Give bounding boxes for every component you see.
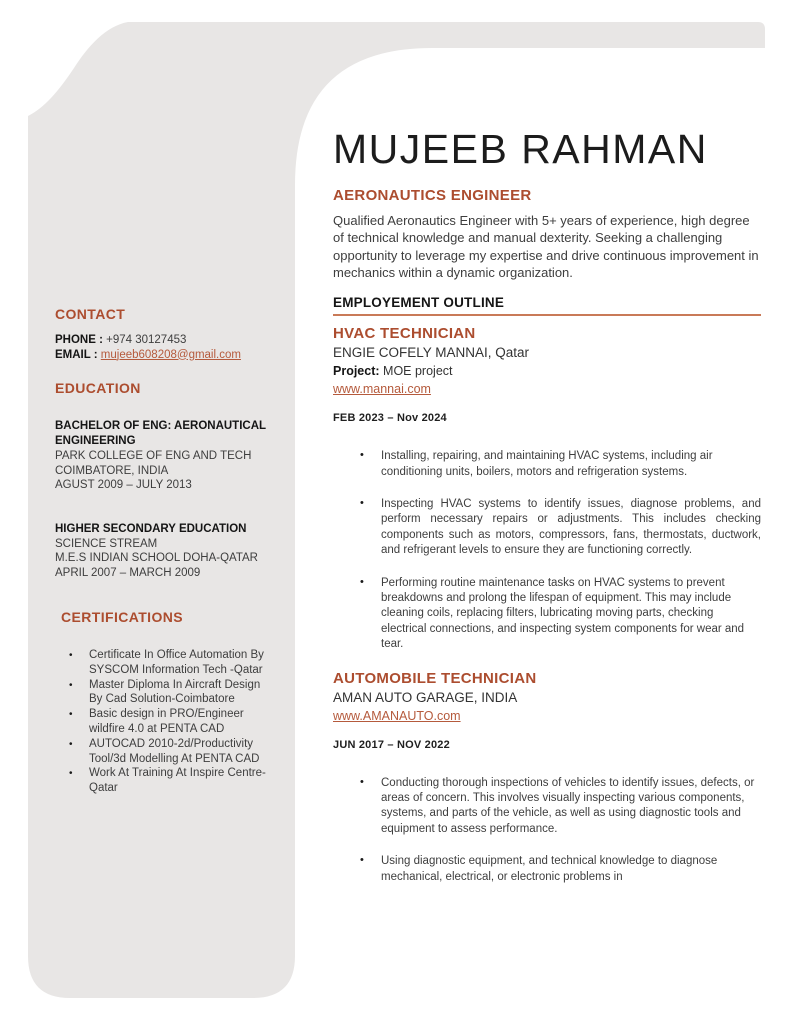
certification-text: Work At Training At Inspire Centre- Qatar — [89, 767, 266, 795]
education-entry-line: COIMBATORE, INDIA — [55, 464, 169, 477]
bullet-dot-icon: • — [69, 650, 73, 661]
job-bullets — [333, 449, 761, 652]
job-block-automobile — [333, 670, 761, 885]
bullet-dot-icon: • — [360, 497, 364, 509]
phone-value: +974 30127453 — [106, 334, 187, 346]
certification-item — [69, 707, 275, 737]
education-entry-line: M.E.S INDIAN SCHOOL DOHA-QATAR — [55, 552, 258, 564]
education-entry-line: SCIENCE STREAM — [55, 537, 158, 550]
education-entry — [55, 522, 275, 581]
job-dates: JUN 2017 – NOV 2022 — [333, 738, 450, 751]
phone-label: PHONE : — [55, 334, 103, 346]
bullet-text: Performing routine maintenance tasks on HVAC systems to prevent breakdowns and prolong the lifespan of equipment. This may include cleaning coils, replacing filters, lubricating moving parts, checking electrical connections, and inspecting system components for wear and tear. — [381, 576, 745, 651]
job-title: HVAC TECHNICIAN — [333, 325, 476, 343]
phone-row — [55, 333, 275, 348]
bullet-text: Using diagnostic equipment, and technical knowledge to diagnose mechanical, electrical, or electronic problems in — [381, 855, 718, 883]
bullet-item — [360, 776, 761, 838]
education-heading: EDUCATION — [55, 380, 141, 396]
certification-item — [69, 678, 275, 708]
role-title: AERONAUTICS ENGINEER — [333, 187, 532, 204]
main-content — [333, 128, 761, 902]
bullet-dot-icon: • — [69, 679, 73, 691]
education-section — [55, 380, 275, 580]
person-name: MUJEEB RAHMAN — [333, 126, 708, 172]
certification-text: Certificate In Office Automation By SYSCOM Information Tech -Qatar — [89, 649, 264, 676]
job-project — [333, 364, 761, 379]
bullet-dot-icon: • — [69, 768, 73, 780]
bullet-dot-icon: • — [360, 449, 364, 462]
certifications-list — [69, 648, 275, 796]
summary-text: Qualified Aeronautics Engineer with 5+ years of experience, high degree of technical knowledge and manual dexterity. Seeking a challenging opportunity to leverage my expertise and drive continuous improvement in mechanics within a dynamic organization. — [333, 213, 759, 280]
job-company: ENGIE COFELY MANNAI, Qatar — [333, 345, 530, 361]
certification-item — [69, 648, 275, 678]
bullet-text: Installing, repairing, and maintaining HVAC systems, including air conditioning units, boilers, motors and refrigeration systems. — [381, 450, 713, 478]
bullet-item — [360, 576, 761, 653]
email-label: EMAIL : — [55, 348, 98, 361]
contact-heading: CONTACT — [55, 306, 126, 322]
job-dates: FEB 2023 – Nov 2024 — [333, 412, 447, 425]
bullet-text: Conducting thorough inspections of vehicles to identify issues, defects, or areas of concern. This involves visually inspecting various components, systems, and parts of the vehicle, as well as using diagnostic tools and equipment to assess performance. — [381, 776, 755, 835]
sidebar — [55, 306, 275, 796]
contact-section — [55, 306, 275, 362]
bullet-dot-icon: • — [360, 575, 364, 588]
certifications-heading: CERTIFICATIONS — [61, 609, 184, 625]
project-label: Project: — [333, 364, 380, 379]
company-website-link[interactable]: www.AMANAUTO.com — [333, 708, 461, 723]
education-entry — [55, 419, 275, 493]
certification-text: Master Diploma In Aircraft Design By Cad Solution-Coimbatore — [89, 678, 261, 706]
job-bullets — [333, 776, 761, 885]
certification-text: AUTOCAD 2010-2d/Productivity Tool/3d Modelling At PENTA CAD — [89, 737, 260, 765]
certifications-section — [55, 609, 275, 796]
certification-item — [69, 737, 275, 767]
bullet-item — [360, 854, 761, 885]
employment-heading: EMPLOYEMENT OUTLINE — [333, 295, 761, 316]
certification-text: Basic design in PRO/Engineer wildfire 4.0 at PENTA CAD — [89, 708, 244, 735]
bullet-dot-icon: • — [69, 709, 73, 721]
education-entry-title: BACHELOR OF ENG: AERONAUTICAL ENGINEERING — [55, 420, 266, 447]
email-link[interactable]: mujeeb608208@gmail.com — [100, 348, 241, 361]
certification-item — [69, 766, 275, 796]
bullet-dot-icon: • — [360, 775, 364, 788]
bullet-dot-icon: • — [360, 854, 364, 867]
education-entry-dates: AGUST 2009 – JULY 2013 — [55, 479, 192, 491]
education-entry-title: HIGHER SECONDARY EDUCATION — [55, 522, 247, 535]
company-website-link[interactable]: www.mannai.com — [333, 382, 431, 397]
job-title: AUTOMOBILE TECHNICIAN — [333, 669, 537, 687]
bullet-item — [360, 449, 761, 480]
job-block-hvac — [333, 325, 761, 652]
education-entry-dates: APRIL 2007 – MARCH 2009 — [55, 566, 201, 579]
bullet-text: Inspecting HVAC systems to identify issues, diagnose problems, and perform necessary repairs or adjustments. This includes checking components such as motors, compressors, fans, thermostats, ductwork, and refrigerant levels to ensure they are functioning correctly. — [381, 498, 761, 557]
bullet-dot-icon: • — [69, 738, 73, 750]
project-value: MOE project — [383, 364, 453, 379]
email-row — [55, 348, 275, 363]
education-entry-line: PARK COLLEGE OF ENG AND TECH — [55, 450, 252, 462]
bullet-item — [360, 497, 761, 559]
job-company: AMAN AUTO GARAGE, INDIA — [333, 689, 518, 705]
